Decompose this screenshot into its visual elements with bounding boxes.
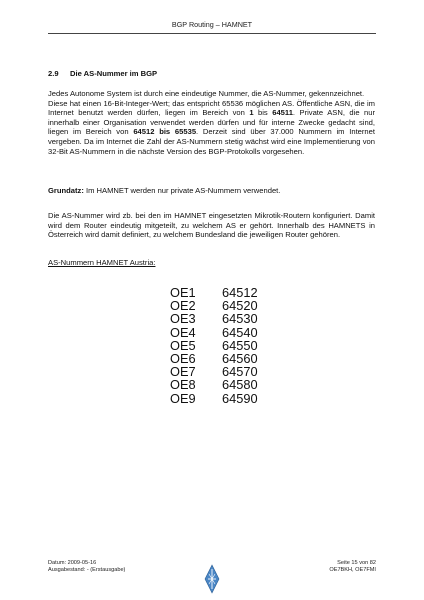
section-title: Die AS-Nummer im BGP (70, 69, 158, 78)
grundsatz-label: Grundatz: (48, 186, 84, 195)
paragraph-mikrotik: Die AS-Nummer wird zb. bei den im HAMNET eingesetzten Mikrotik-Routern konfiguriert. Damit wird dem Router eindeutig mitgeteilt, zu welchem AS er gehört. Innerhalb des HAMNETS in Österreich wird damit definiert, zu welchem Bundesland die jeweiligen Router gehören. (48, 211, 375, 240)
oevsv-diamond-logo-icon (204, 564, 220, 594)
as-number: 64570 (222, 364, 258, 380)
paragraph-bis: bis (253, 108, 273, 118)
paragraph-sentence-1: Jedes Autonome System ist durch eine eindeutige Nummer, die AS-Nummer, gekennzeichnet. (48, 89, 365, 98)
as-number: 64520 (222, 298, 258, 314)
as-number: 64530 (222, 311, 258, 327)
as-number: 64590 (222, 390, 258, 406)
footer-left (48, 560, 125, 574)
as-row-oe3 (170, 312, 258, 325)
as-row-oe9 (170, 392, 258, 405)
section-heading (48, 69, 157, 78)
footer-page-number: Seite 15 von 82 (337, 560, 376, 566)
as-number-table (170, 286, 258, 405)
header-divider (48, 33, 376, 34)
footer-right (329, 560, 376, 574)
as-code: OE8 (170, 377, 196, 393)
as-number: 64560 (222, 351, 258, 367)
footer-authors: OE7BKH, OE7FMI (329, 567, 376, 573)
as-code: OE2 (170, 298, 196, 314)
as-code: OE5 (170, 337, 196, 353)
as-code: OE6 (170, 351, 196, 367)
as-code: OE7 (170, 364, 196, 380)
paragraph-sentence-2: Diese hat einen 16-Bit-Integer-Wert; das entspricht 65536 möglichen AS. Öffentliche ASN, die im Internet benutzt werden dürfen, liegen im Bereich von (48, 98, 375, 118)
as-code: OE1 (170, 285, 196, 300)
as-number: 64512 (222, 285, 258, 300)
paragraph-as-number (48, 89, 375, 156)
public-asn-end: 64511 (272, 108, 293, 118)
page-header-title: BGP Routing – HAMNET (171, 20, 253, 29)
as-number: 64580 (222, 377, 258, 393)
as-row-oe8 (170, 378, 258, 391)
paragraph-grundsatz (48, 186, 375, 196)
as-code: OE9 (170, 390, 196, 406)
section-number: 2.9 (48, 69, 59, 78)
public-asn-start: 1 (249, 108, 254, 118)
as-code: OE3 (170, 311, 196, 327)
private-asn-range: 64512 bis 65535 (133, 127, 197, 137)
footer-edition: Ausgabestand: - (Erstausgabe) (48, 567, 126, 573)
grundsatz-text: Im HAMNET werden nur private AS-Nummern verwendet. (83, 186, 281, 195)
as-number: 64540 (222, 324, 258, 340)
as-code: OE4 (170, 324, 196, 340)
footer-date: Datum: 2009-05-16 (48, 560, 97, 566)
as-row-oe4 (170, 326, 258, 339)
as-list-title: AS-Nummern HAMNET Austria: (48, 258, 156, 267)
paragraph-sentence-3: . Private ASN, die nur innerhalb einer Organisation verwendet werden dürfen und für interne Zwecke gedacht sind, liegen im Bereich von (48, 108, 375, 137)
paragraph-sentence-4: . Derzeit sind über 37.000 Nummern im Internet vergeben. Da im Internet die Zahl der AS-Nummern stetig wächst wird eine Implementierung von 32-Bit AS-Nummern in die nächste Version des BGP-Protokolls vorgesehen. (48, 127, 375, 156)
as-number: 64550 (222, 337, 258, 353)
